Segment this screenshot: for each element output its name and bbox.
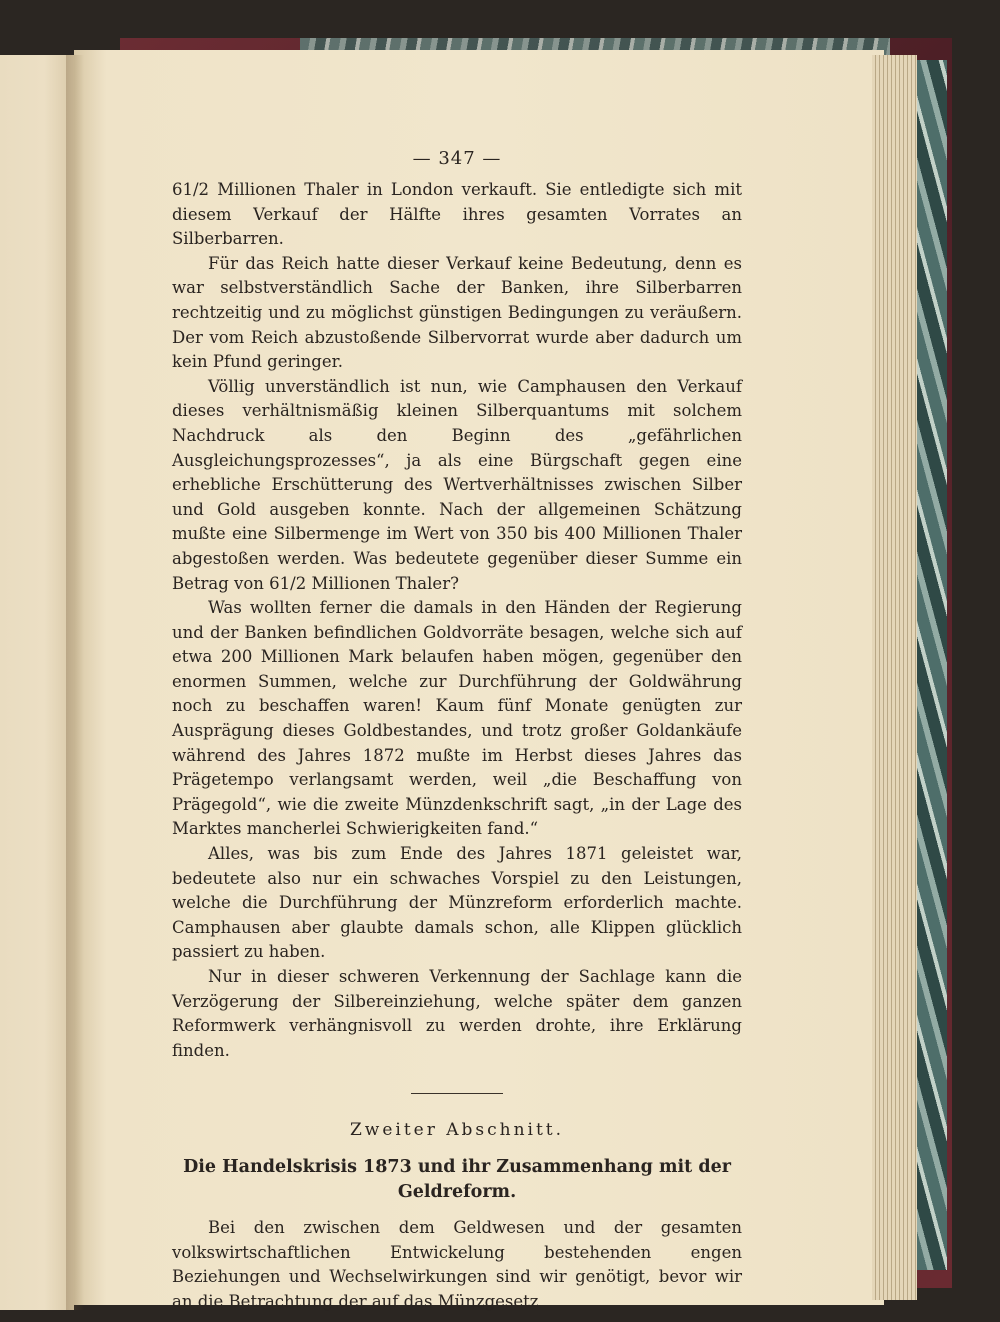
spine-shadow: [66, 55, 84, 1310]
page-text: [172, 140, 742, 1315]
paragraph-6: Nur in dieser schweren Verkennung der Sachlage kann die Verzögerung der Silbereinziehung, welche später dem ganzen Reformwerk verhängnisvoll zu werden drohte, ihre Erklärung finden.: [172, 967, 742, 1060]
paragraph-1: 61/2 Millionen Thaler in London verkauft. Sie entledigte sich mit diesem Verkauf der Hälfte ihres gesamten Vorrates an Silberbarren.: [172, 180, 742, 249]
marbled-endpaper-side: [915, 60, 947, 1270]
paragraph-3: Völlig unverständlich ist nun, wie Camphausen den Verkauf dieses verhältnismäßig kleinen Silberquantums mit solchem Nachdruck als den Beginn des „gefährlichen Ausgleichungsprozesses“, ja als eine Bürgschaft gegen eine erhebliche Erschütterung des Wertverhältnisses zwischen Silber und Gold ausgeben konnte. Nach der allgemeinen Schätzung mußte eine Silbermenge im Wert von 350 bis 400 Millionen Thaler abgestoßen werden. Was bedeutete gegenüber dieser Summe ein Betrag von 61/2 Millionen Thaler?: [172, 376, 742, 593]
section-divider: [411, 1093, 503, 1094]
paragraph-7: Bei den zwischen dem Geldwesen und der gesamten volkswirtschaftlichen Entwickelung bestehenden engen Beziehungen und Wechselwirkungen sind wir genötigt, bevor wir an die Betrachtung der auf das Münzgesetz: [172, 1218, 742, 1311]
page-edges: [872, 55, 917, 1300]
paragraph-5: Alles, was bis zum Ende des Jahres 1871 geleistet war, bedeutete also nur ein schwaches Vorspiel zu den Leistungen, welche die Durchführung der Münzreform erforderlich machte. Camphausen aber glaubte damals schon, alle Klippen glücklich passiert zu haben.: [172, 844, 742, 962]
chapter-heading: Die Handelskrisis 1873 und ihr Zusammenhang mit der Geldreform.: [183, 1156, 731, 1202]
page-number: — 347 —: [412, 148, 502, 169]
paragraph-2: Für das Reich hatte dieser Verkauf keine Bedeutung, denn es war selbstverständlich Sache der Banken, ihre Silberbarren rechtzeitig und zu möglichst günstigen Bedingungen zu veräußern. Der vom Reich abzustoßende Silbervorrat wurde aber dadurch um kein Pfund geringer.: [172, 253, 742, 372]
paragraph-4: Was wollten ferner die damals in den Händen der Regierung und der Banken befindlichen Goldvorräte besagen, welche sich auf etwa 200 Millionen Mark belaufen haben mögen, gegenüber den enormen Summen, welche zur Durchführung der Goldwährung noch zu beschaffen waren! Kaum fünf Monate genügten zur Ausprägung dieses Goldbestandes, und trotz großer Goldankäufe während des Jahres 1872 mußte im Herbst dieses Jahres das Prägetempo verlangsamt werden, weil „die Beschaffung von Prägegold“, wie die zweite Münzdenkschrift sagt, „in der Lage des Marktes mancherlei Schwierigkeiten fand.“: [172, 598, 742, 839]
left-page: [0, 55, 74, 1310]
section-heading: Zweiter Abschnitt.: [349, 1120, 565, 1141]
